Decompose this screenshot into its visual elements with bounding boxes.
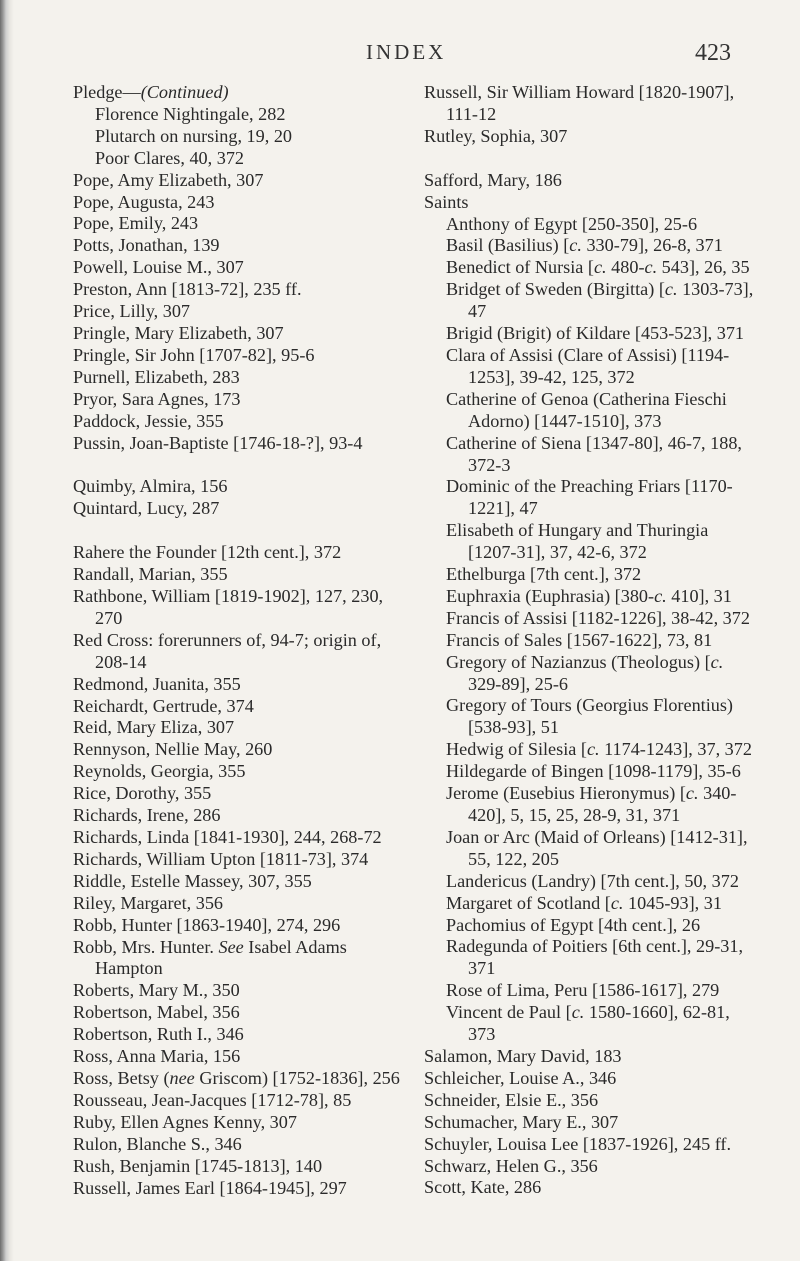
index-group-p <box>73 170 403 455</box>
index-entry-robb-mrs: Robb, Mrs. Hunter. See Isabel Adams Hampton <box>73 936 347 979</box>
index-entry: Pringle, Mary Elizabeth, 307 <box>73 322 284 343</box>
saint-entry: Landericus (Landry) [7th cent.], 50, 372 <box>446 870 739 891</box>
index-entry: Rutley, Sophia, 307 <box>424 125 568 146</box>
saint-entry: Anthony of Egypt [250-350], 25-6 <box>446 213 698 234</box>
index-entry: Redmond, Juanita, 355 <box>73 673 241 694</box>
index-entry: Schleicher, Louise A., 346 <box>424 1067 617 1088</box>
page-header <box>0 34 800 74</box>
index-entry: Rahere the Founder [12th cent.], 372 <box>73 542 342 563</box>
saint-entry: Catherine of Siena [1347-80], 46-7, 188, 372-3 <box>446 432 742 475</box>
saint-entry: Clara of Assisi (Clare of Assisi) [1194-1253], 39-42, 125, 372 <box>446 344 730 387</box>
index-entry: Powell, Louise M., 307 <box>73 257 244 278</box>
page-binding-edge <box>0 0 14 1261</box>
saint-entry: Bridget of Sweden (Birgitta) [c. 1303-73], 47 <box>446 279 754 322</box>
saint-entry: Hildegarde of Bingen [1098-1179], 35-6 <box>446 761 741 782</box>
index-entry-pledge-continued: Pledge—(Continued) <box>73 82 229 102</box>
saint-entry: Catherine of Genoa (Catherina Fieschi Adorno) [1447-1510], 373 <box>446 388 727 431</box>
index-entry: Rennyson, Nellie May, 260 <box>73 739 273 760</box>
index-entry: Rush, Benjamin [1745-1813], 140 <box>73 1155 323 1176</box>
index-entry: Reid, Mary Eliza, 307 <box>73 717 235 738</box>
saint-entry: Gregory of Nazianzus (Theologus) [c. 329-89], 25-6 <box>446 651 724 694</box>
index-group-s <box>424 1046 754 1199</box>
index-subentry: Plutarch on nursing, 19, 20 <box>95 125 293 146</box>
saint-entry: Brigid (Brigit) of Kildare [453-523], 371 <box>446 323 745 344</box>
index-group-q <box>73 476 403 520</box>
index-entry: Pryor, Sara Agnes, 173 <box>73 388 241 409</box>
index-entry: Riley, Margaret, 356 <box>73 892 224 913</box>
saint-entry: Rose of Lima, Peru [1586-1617], 279 <box>446 980 720 1001</box>
saint-entry: Gregory of Tours (Georgius Florentius) [538-93], 51 <box>446 695 733 738</box>
index-entry: Ross, Anna Maria, 156 <box>73 1046 241 1067</box>
index-entry: Schwarz, Helen G., 356 <box>424 1155 598 1176</box>
index-entry: Schuyler, Louisa Lee [1837-1926], 245 ff. <box>424 1133 732 1154</box>
saint-entry: Jerome (Eusebius Hieronymus) [c. 340-420], 5, 15, 25, 28-9, 31, 371 <box>446 783 737 825</box>
saint-entry: Elisabeth of Hungary and Thuringia [1207-31], 37, 42-6, 372 <box>446 520 709 563</box>
index-entry: Robertson, Mabel, 356 <box>73 1002 240 1023</box>
saints-heading: Saints <box>424 191 469 212</box>
index-entry: Rulon, Blanche S., 346 <box>73 1133 242 1154</box>
index-entry: Pope, Amy Elizabeth, 307 <box>73 169 264 190</box>
index-entry: Roberts, Mary M., 350 <box>73 980 240 1001</box>
index-subentry: Florence Nightingale, 282 <box>95 103 286 124</box>
index-entry: Salamon, Mary David, 183 <box>424 1045 622 1066</box>
index-entry: Richards, Linda [1841-1930], 244, 268-72 <box>73 827 382 847</box>
index-entry: Riddle, Estelle Massey, 307, 355 <box>73 870 312 891</box>
index-entry: Quimby, Almira, 156 <box>73 476 228 497</box>
saint-entry: Margaret of Scotland [c. 1045-93], 31 <box>446 892 722 913</box>
saint-entry: Joan or Arc (Maid of Orleans) [1412-31], 55, 122, 205 <box>446 826 748 869</box>
index-group-russell-rutley <box>424 82 754 148</box>
index-entry: Price, Lilly, 307 <box>73 301 191 322</box>
index-entry: Purnell, Elizabeth, 283 <box>73 366 240 387</box>
index-entry: Pope, Emily, 243 <box>73 213 199 234</box>
right-index-column <box>424 82 754 1199</box>
index-subentry: Poor Clares, 40, 372 <box>95 147 245 168</box>
pledge-subentries <box>73 104 403 170</box>
saint-entry: Hedwig of Silesia [c. 1174-1243], 37, 372 <box>446 739 752 760</box>
page-number: 423 <box>695 40 731 66</box>
index-entry: Potts, Jonathan, 139 <box>73 235 220 256</box>
left-index-column <box>73 82 403 1199</box>
index-entry: Randall, Marian, 355 <box>73 564 228 585</box>
index-entry: Pope, Augusta, 243 <box>73 191 215 212</box>
index-entry: Paddock, Jessie, 355 <box>73 410 224 431</box>
saint-entry: Francis of Sales [1567-1622], 73, 81 <box>446 629 713 650</box>
index-entry-ross-betsy: Ross, Betsy (nee Griscom) [1752-1836], 256 <box>73 1067 400 1088</box>
index-entry: Robb, Hunter [1863-1940], 274, 296 <box>73 914 341 935</box>
index-entry: Red Cross: forerunners of, 94-7; origin of, 208-14 <box>73 629 382 672</box>
index-entry: Pussin, Joan-Baptiste [1746-18-?], 93-4 <box>73 432 363 453</box>
saint-entry: Basil (Basilius) [c. 330-79], 26-8, 371 <box>446 235 723 256</box>
index-group-r3 <box>73 1090 403 1200</box>
saint-entry: Dominic of the Preaching Friars [1170-1221], 47 <box>446 476 733 519</box>
saint-entry: Vincent de Paul [c. 1580-1660], 62-81, 373 <box>446 1002 730 1045</box>
index-entry: Preston, Ann [1813-72], 235 ff. <box>73 279 302 300</box>
index-entry: Russell, James Earl [1864-1945], 297 <box>73 1177 347 1198</box>
index-entry: Schneider, Elsie E., 356 <box>424 1089 599 1110</box>
saint-entry: Ethelburga [7th cent.], 372 <box>446 564 642 585</box>
saints-subentries <box>424 214 754 1046</box>
index-entry: Rathbone, William [1819-1902], 127, 230, 270 <box>73 586 384 628</box>
index-entry: Quintard, Lucy, 287 <box>73 498 220 519</box>
saint-entry: Euphraxia (Euphrasia) [380-c. 410], 31 <box>446 585 732 606</box>
index-entry: Rice, Dorothy, 355 <box>73 783 212 804</box>
running-title: INDEX <box>366 40 447 64</box>
index-entry: Ruby, Ellen Agnes Kenny, 307 <box>73 1111 297 1132</box>
index-entry: Schumacher, Mary E., 307 <box>424 1111 619 1132</box>
index-entry: Reynolds, Georgia, 355 <box>73 761 246 782</box>
index-entry: Robertson, Ruth I., 346 <box>73 1024 244 1045</box>
index-entry: Rousseau, Jean-Jacques [1712-78], 85 <box>73 1089 352 1110</box>
index-entry: Scott, Kate, 286 <box>424 1177 542 1198</box>
index-entry-safford: Safford, Mary, 186 <box>424 169 562 190</box>
index-entry: Richards, William Upton [1811-73], 374 <box>73 848 369 869</box>
index-entry: Reichardt, Gertrude, 374 <box>73 695 254 716</box>
index-entry: Russell, Sir William Howard [1820-1907], 111-12 <box>424 82 735 124</box>
index-entry: Pringle, Sir John [1707-82], 95-6 <box>73 344 315 365</box>
saint-entry: Benedict of Nursia [c. 480-c. 543], 26, 35 <box>446 257 750 278</box>
saint-entry: Pachomius of Egypt [4th cent.], 26 <box>446 914 701 935</box>
saint-entry: Francis of Assisi [1182-1226], 38-42, 372 <box>446 607 750 628</box>
saint-entry: Radegunda of Poitiers [6th cent.], 29-31, 371 <box>446 936 743 979</box>
index-entry: Richards, Irene, 286 <box>73 805 221 826</box>
index-group-r <box>73 542 403 936</box>
index-group-r2 <box>73 980 403 1068</box>
